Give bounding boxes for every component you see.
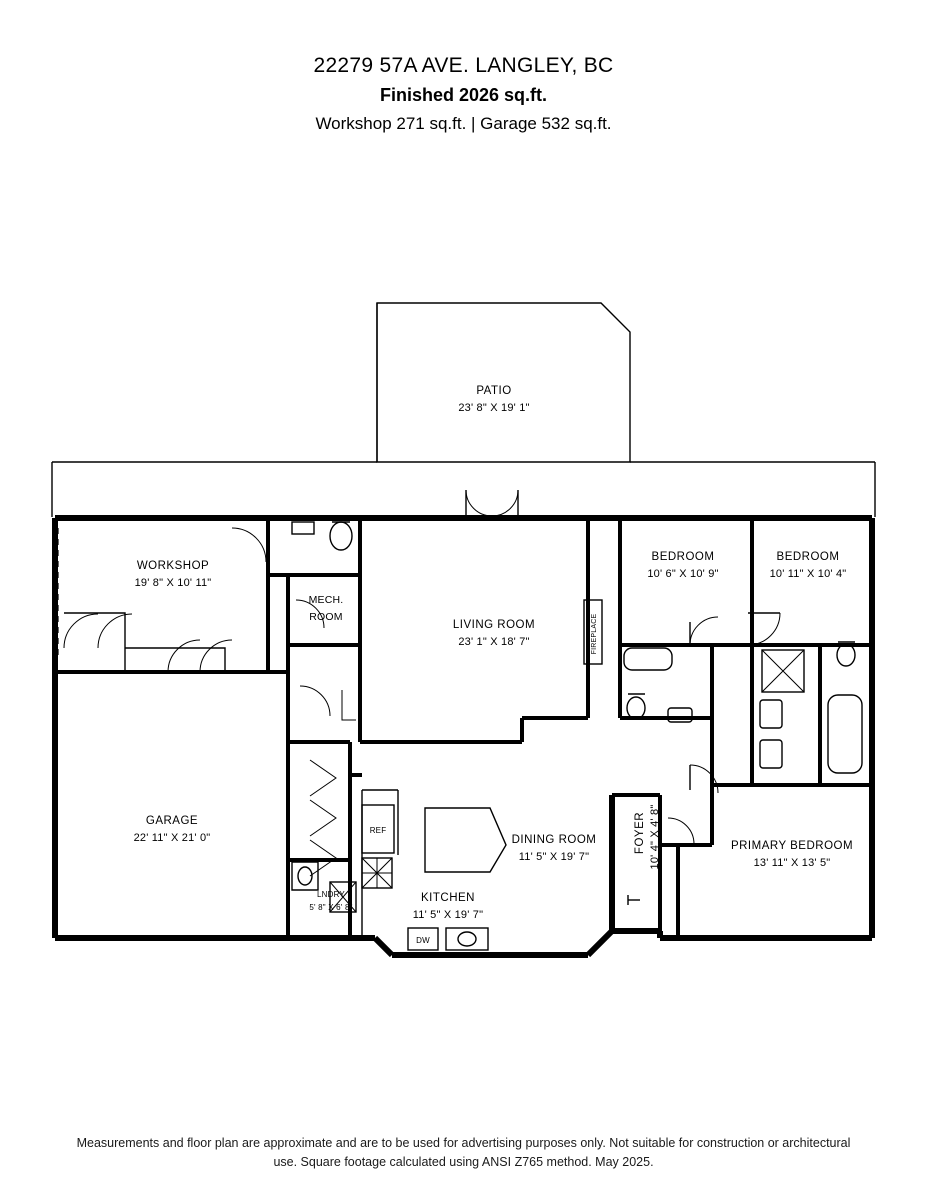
label-mech-line1: MECH. xyxy=(308,594,344,606)
fireplace-label: FIREPLACE xyxy=(591,613,598,655)
main-bathroom xyxy=(620,645,712,785)
bedroom-1-walls xyxy=(620,518,752,645)
bedroom-1-door-arc xyxy=(690,617,718,645)
dining-bay xyxy=(588,931,612,955)
powder-room xyxy=(292,522,352,550)
auxiliary-areas: Workshop 271 sq.ft. | Garage 532 sq.ft. xyxy=(315,114,612,133)
label-garage-dim: 22' 11" X 21' 0" xyxy=(133,832,211,844)
label-living-dim: 23' 1" X 18' 7" xyxy=(458,636,530,648)
patio-outline xyxy=(377,303,630,462)
label-mech-line2: ROOM xyxy=(309,611,343,623)
label-dining-dim: 11' 5" X 19' 7" xyxy=(518,851,590,863)
label-workshop-dim: 19' 8" X 10' 11" xyxy=(134,577,212,589)
label-bedroom1-dim: 10' 6" X 10' 9" xyxy=(647,568,719,580)
workshop-door-arcs xyxy=(64,614,232,672)
label-bedroom2-dim: 10' 11" X 10' 4" xyxy=(769,568,847,580)
garage-door-opening xyxy=(58,528,282,936)
label-workshop-name: WORKSHOP xyxy=(136,560,210,572)
disclaimer-line-2: use. Square footage calculated using ANSI Z765 method. May 2025. xyxy=(273,1155,654,1169)
ensuite-bathroom xyxy=(712,642,872,785)
label-living-name: LIVING ROOM xyxy=(452,619,536,631)
label-kitchen-dim: 11' 5" X 19' 7" xyxy=(412,909,484,921)
finished-area: Finished 2026 sq.ft. xyxy=(379,85,548,105)
disclaimer xyxy=(0,1134,927,1172)
workshop-walls xyxy=(55,518,268,672)
label-dining-name: DINING ROOM xyxy=(511,834,597,846)
label-primary-name: PRIMARY BEDROOM xyxy=(730,840,854,852)
disclaimer-line-1: Measurements and floor plan are approximate and are to be used for advertising purposes only. Not suitable for construction or architectural xyxy=(76,1136,851,1150)
property-address: 22279 57A AVE. LANGLEY, BC xyxy=(313,54,614,77)
label-patio-name: PATIO xyxy=(476,385,512,397)
exterior-upper-band xyxy=(52,462,875,517)
label-patio-dim: 23' 8" X 19' 1" xyxy=(458,402,530,414)
label-laundry-name: LNDRY xyxy=(317,890,345,899)
label-bedroom1-name: BEDROOM xyxy=(651,551,715,563)
room-labels xyxy=(134,385,853,921)
label-primary-dim: 13' 11" X 13' 5" xyxy=(753,857,831,869)
mech-room-walls xyxy=(268,518,360,742)
fridge-label: REF xyxy=(369,826,387,835)
label-kitchen-name: KITCHEN xyxy=(421,892,475,904)
mech-door-arcs xyxy=(232,528,356,720)
bedroom-2-walls xyxy=(752,518,872,645)
label-foyer-name: FOYER xyxy=(634,811,646,855)
label-foyer-dim: 10' 4" X 4' 8" xyxy=(649,804,661,870)
label-bedroom2-name: BEDROOM xyxy=(776,551,840,563)
dishwasher-label: DW xyxy=(416,936,430,945)
living-room-walls xyxy=(360,490,588,742)
garage-walls xyxy=(55,672,288,938)
label-garage-name: GARAGE xyxy=(145,815,199,827)
label-laundry-dim: 5' 8" X 6' 8" xyxy=(309,903,353,912)
